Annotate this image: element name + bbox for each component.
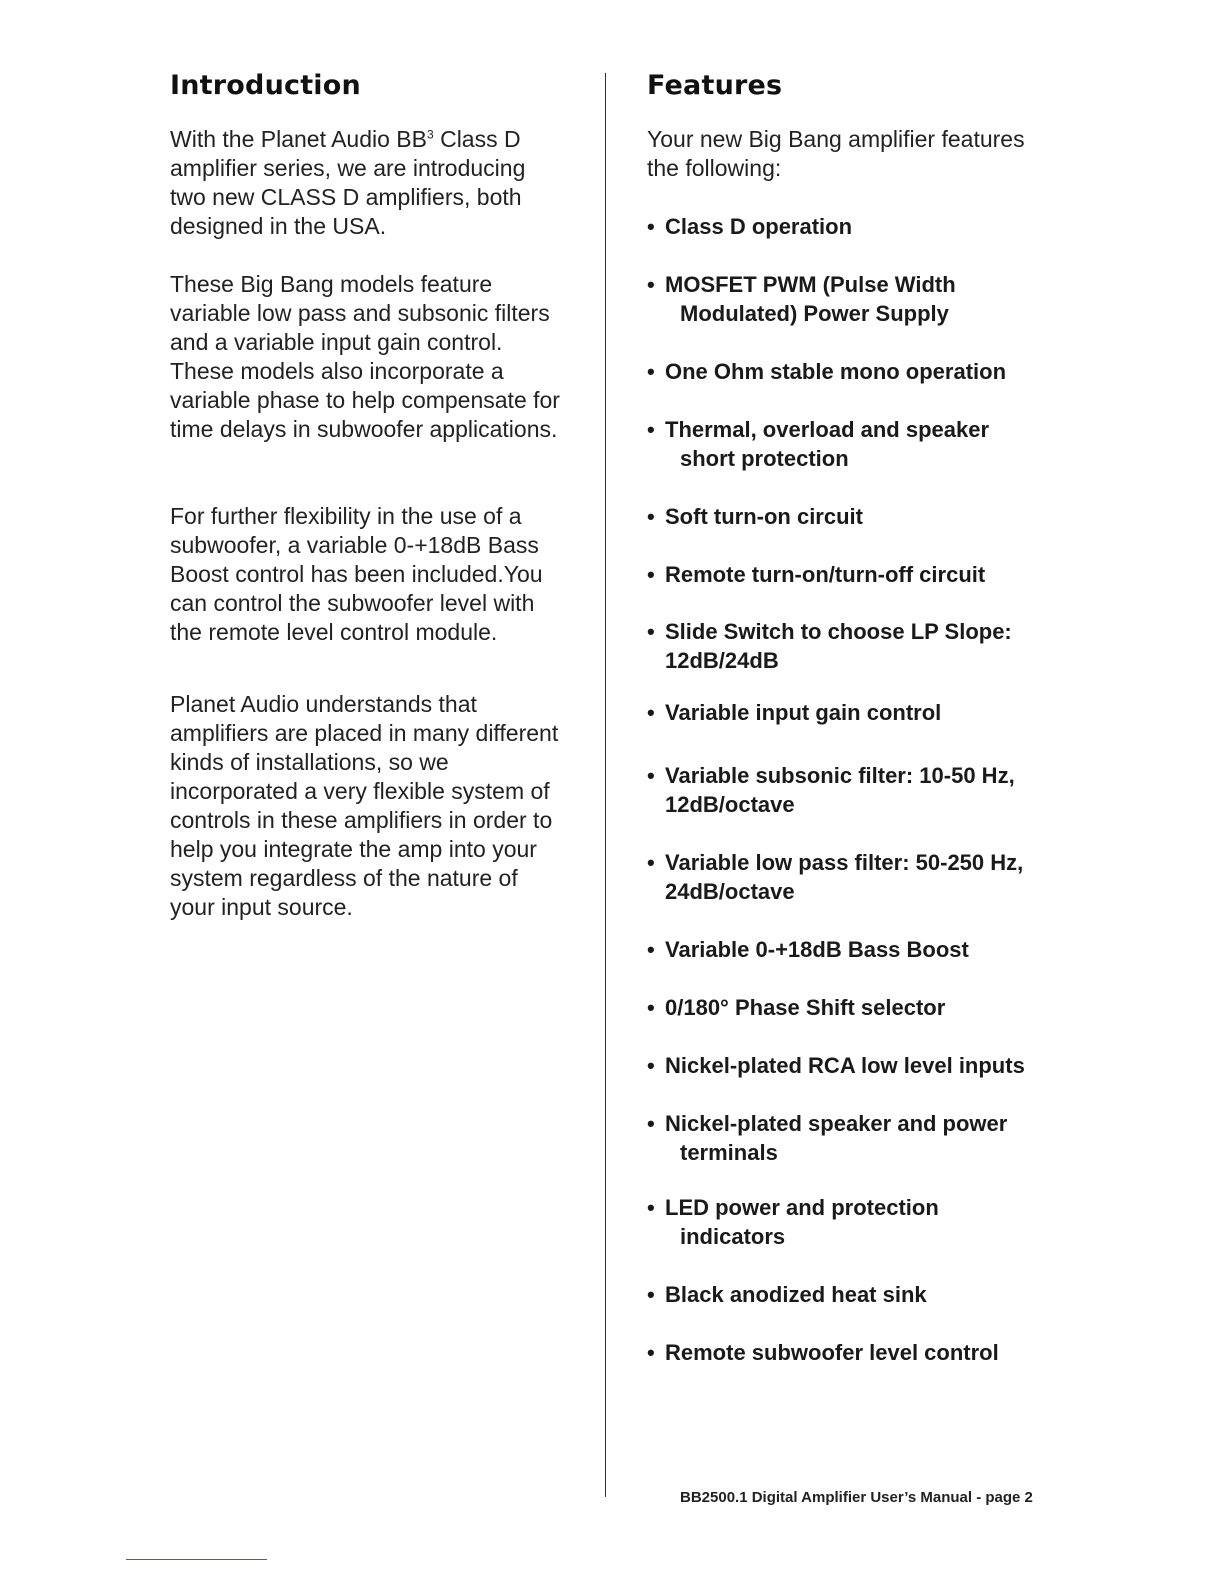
- feature-text: Black anodized heat sink: [665, 1282, 927, 1307]
- bullet-icon: •: [647, 272, 655, 297]
- feature-item: [647, 698, 1067, 727]
- bullet-icon: •: [647, 562, 655, 587]
- feature-item: [647, 212, 1067, 241]
- bullet-icon: •: [647, 1340, 655, 1365]
- feature-item: [647, 1051, 1067, 1080]
- feature-text: One Ohm stable mono operation: [665, 359, 1007, 384]
- feature-item: [647, 1109, 1067, 1167]
- feature-text-continued: indicators: [680, 1224, 786, 1249]
- intro-paragraph-1-text-a: With the Planet Audio BB: [170, 126, 427, 152]
- features-column: [647, 70, 1067, 1365]
- bullet-icon: •: [647, 1195, 655, 1220]
- page-footer: BB2500.1 Digital Amplifier User’s Manual - page 2: [680, 1489, 1033, 1506]
- feature-item: [647, 761, 1067, 819]
- intro-paragraph-1-text-b: Class D amplifier series, we are introducing two new CLASS D amplifiers, both designed in the USA.: [170, 126, 526, 239]
- bullet-icon: •: [647, 504, 655, 529]
- feature-text-continued: 12dB/octave: [665, 792, 795, 817]
- bullet-icon: •: [647, 214, 655, 239]
- bullet-icon: •: [647, 1053, 655, 1078]
- intro-paragraph-1: [170, 125, 565, 241]
- features-lead-text: Your new Big Bang amplifier features the following:: [647, 126, 1025, 181]
- feature-item: [647, 270, 1067, 328]
- feature-item: [647, 560, 1067, 589]
- feature-text: Remote subwoofer level control: [665, 1340, 999, 1365]
- feature-text: Variable low pass filter: 50-250 Hz,: [665, 850, 1024, 875]
- feature-text: Slide Switch to choose LP Slope:: [665, 619, 1012, 644]
- bullet-icon: •: [647, 359, 655, 384]
- feature-text: Variable 0-+18dB Bass Boost: [665, 937, 969, 962]
- feature-text-continued: Modulated) Power Supply: [680, 301, 949, 326]
- feature-item: [647, 357, 1067, 386]
- feature-item: [647, 617, 1067, 675]
- bullet-icon: •: [647, 417, 655, 442]
- bullet-icon: •: [647, 937, 655, 962]
- intro-paragraph-3: For further flexibility in the use of a subwoofer, a variable 0-+18dB Bass Boost control has been included.You can control the subwoofer level with the remote level control module.: [170, 503, 543, 645]
- introduction-heading: Introduction: [170, 70, 361, 101]
- feature-text: Nickel-plated speaker and power: [665, 1111, 1008, 1136]
- intro-paragraph-2: These Big Bang models feature variable low pass and subsonic filters and a variable input gain control. These models also incorporate a variable phase to help compensate for time delays in subwoofer applications.: [170, 271, 560, 442]
- bullet-icon: •: [647, 763, 655, 788]
- feature-text: Soft turn-on circuit: [665, 504, 863, 529]
- feature-item: [647, 935, 1067, 964]
- bullet-icon: •: [647, 619, 655, 644]
- feature-item: [647, 415, 1067, 473]
- feature-text-continued: 24dB/octave: [665, 879, 795, 904]
- feature-text: Remote turn-on/turn-off circuit: [665, 562, 986, 587]
- intro-paragraph-4: Planet Audio understands that amplifiers are placed in many different kinds of installations, so we incorporated a very flexible system of controls in these amplifiers in order to help you integrate the amp into your system regardless of the nature of your input source.: [170, 691, 559, 920]
- feature-text-continued: short protection: [680, 446, 849, 471]
- feature-item: [647, 1193, 1067, 1251]
- feature-text: Class D operation: [665, 214, 853, 239]
- feature-text-continued: 12dB/24dB: [665, 648, 779, 673]
- feature-item: [647, 993, 1067, 1022]
- bullet-icon: •: [647, 1282, 655, 1307]
- column-divider: [605, 73, 606, 1497]
- feature-text: LED power and protection: [665, 1195, 939, 1220]
- feature-text-continued: terminals: [680, 1140, 778, 1165]
- introduction-column: [170, 70, 570, 920]
- intro-superscript: 3: [427, 127, 434, 142]
- bullet-icon: •: [647, 850, 655, 875]
- bottom-rule: [126, 1559, 267, 1560]
- feature-item: [647, 502, 1067, 531]
- features-heading: Features: [647, 70, 783, 101]
- feature-item: [647, 1338, 1067, 1367]
- feature-text: 0/180° Phase Shift selector: [665, 995, 946, 1020]
- feature-item: [647, 848, 1067, 906]
- feature-text: Variable subsonic filter: 10-50 Hz,: [665, 763, 1015, 788]
- feature-text: MOSFET PWM (Pulse Width: [665, 272, 956, 297]
- bullet-icon: •: [647, 995, 655, 1020]
- feature-text: Thermal, overload and speaker: [665, 417, 990, 442]
- feature-text: Nickel-plated RCA low level inputs: [665, 1053, 1025, 1078]
- bullet-icon: •: [647, 700, 655, 725]
- feature-item: [647, 1280, 1067, 1309]
- feature-text: Variable input gain control: [665, 700, 942, 725]
- bullet-icon: •: [647, 1111, 655, 1136]
